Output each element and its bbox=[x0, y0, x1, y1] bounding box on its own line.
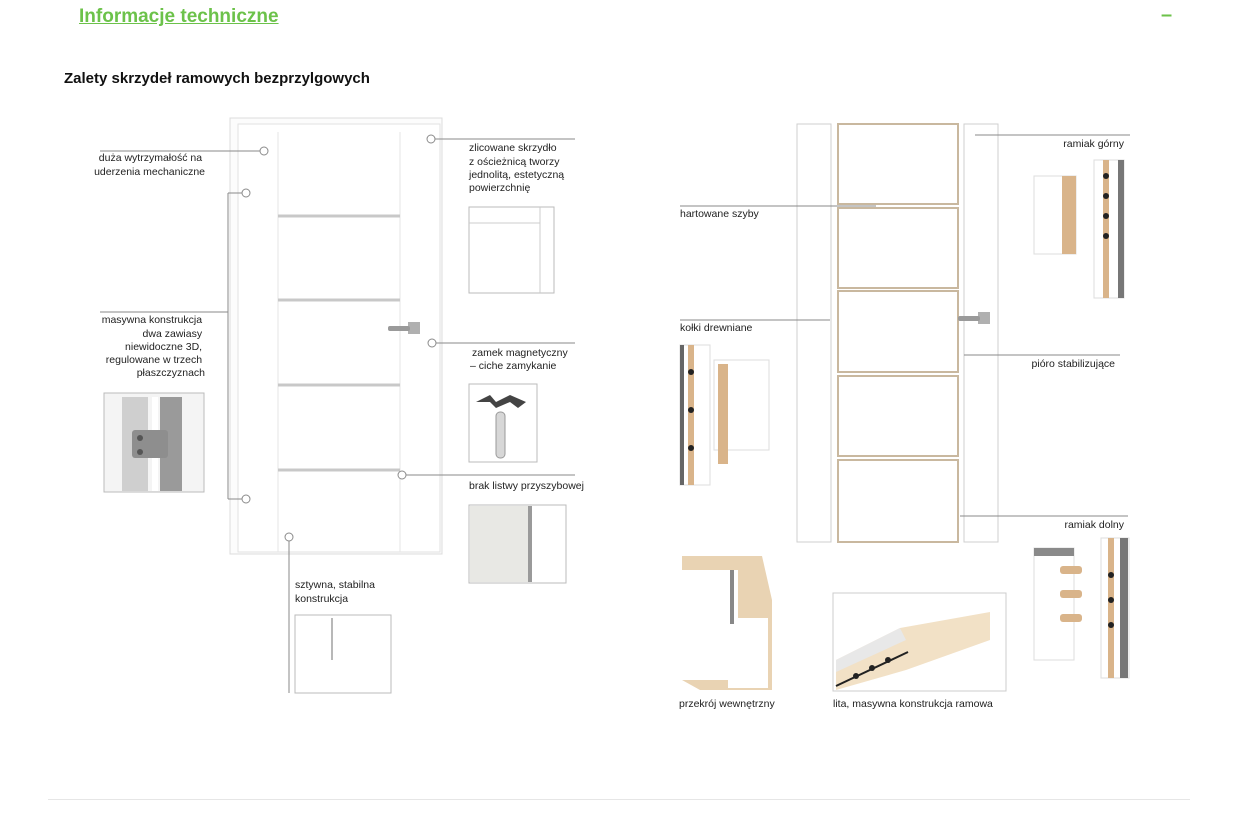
label-stabilizing: pióro stabilizujące bbox=[1031, 358, 1115, 370]
label-bottom-rail: ramiak dolny bbox=[1064, 519, 1124, 531]
bottom-rail-detail-image bbox=[1034, 538, 1129, 678]
door-front-illustration bbox=[230, 118, 442, 554]
label-cross-section: przekrój wewnętrzny bbox=[679, 698, 775, 710]
label-dowels: kołki drewniane bbox=[680, 322, 753, 334]
top-rail-detail-image bbox=[1034, 160, 1124, 298]
label-rigid: sztywna, stabilna konstrukcja bbox=[295, 579, 375, 605]
no-strip-detail-image bbox=[469, 505, 566, 583]
label-flush: zlicowane skrzydło z ościeżnicą tworzy jednolitą, estetyczną powierzchnię bbox=[469, 142, 565, 194]
label-lock: zamek magnetyczny – ciche zamykanie bbox=[470, 347, 568, 372]
label-top-rail: ramiak górny bbox=[1063, 138, 1124, 150]
label-tempered-glass: hartowane szyby bbox=[680, 208, 759, 220]
cross-section-image bbox=[682, 556, 772, 690]
magnetic-lock-image bbox=[469, 384, 537, 462]
solid-frame-image bbox=[833, 593, 1006, 691]
label-durability: duża wytrzymałość na uderzenia mechaniczne bbox=[94, 152, 205, 178]
page-subtitle: Zalety skrzydeł ramowych bezprzylgowych bbox=[64, 70, 370, 87]
section-title[interactable]: Informacje techniczne bbox=[79, 6, 279, 27]
dowels-detail-image bbox=[680, 345, 769, 485]
label-solid-frame: lita, masywna konstrukcja ramowa bbox=[833, 698, 993, 710]
collapse-icon[interactable]: – bbox=[1161, 4, 1173, 26]
label-construction: masywna konstrukcja dwa zawiasy niewidoczne 3D, regulowane w trzech płaszczyznach bbox=[101, 314, 205, 379]
hinge-detail-image bbox=[104, 393, 204, 492]
door-exploded-illustration bbox=[797, 124, 998, 542]
bottom-divider bbox=[48, 799, 1190, 800]
rigid-detail-image bbox=[295, 615, 391, 693]
flush-detail-image bbox=[469, 207, 554, 293]
label-no-strip: brak listwy przyszybowej bbox=[469, 480, 584, 492]
